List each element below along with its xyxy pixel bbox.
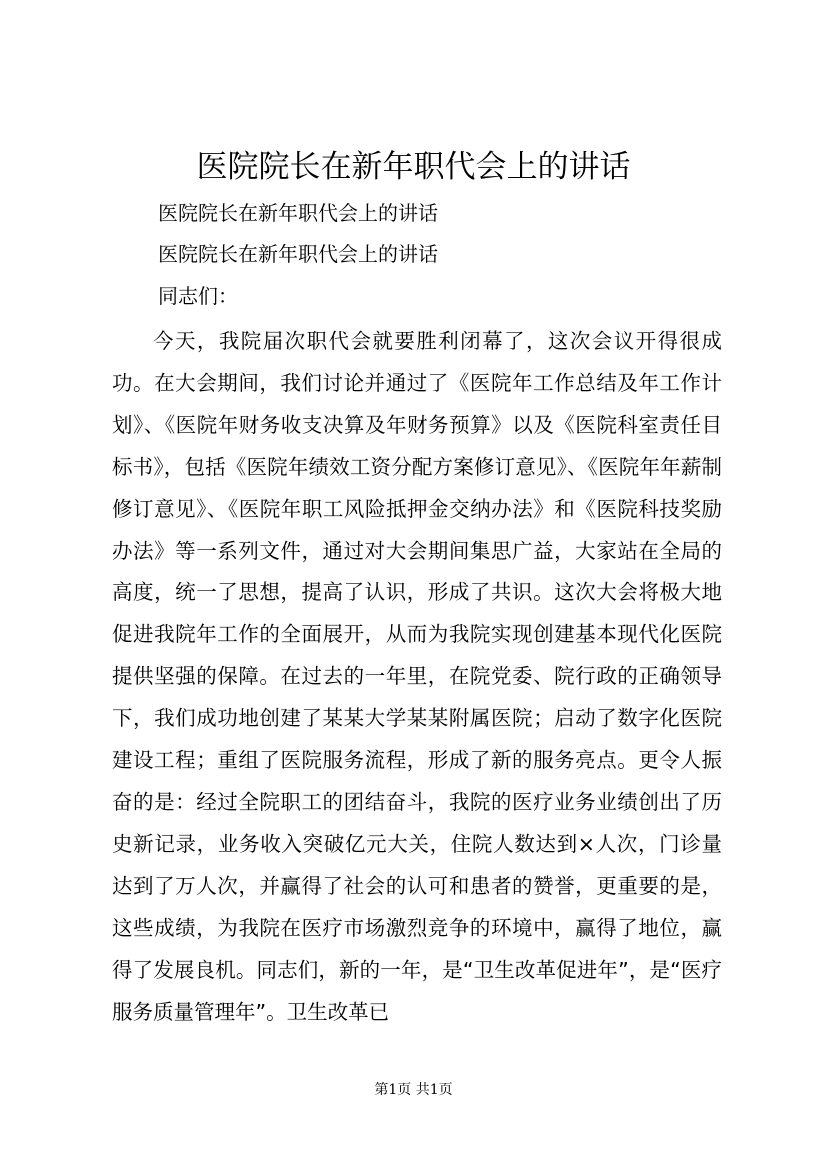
body-paragraph: 今天，我院届次职代会就要胜利闭幕了，这次会议开得很成功。在大会期间，我们讨论并通过了《医院年工作总结及年工作计划》、《医院年财务收支决算及年财务预算》以及《医院科室责任目标书》，包括《医院年绩效工资分配方案修订意见》、《医院年年薪制修订意见》、《医院年职工风险抵押金交纳办法》和《医院科技奖励办法》等一系列文件，通过对大会期间集思广益，大家站在全局的高度，统一了思想，提高了认识，形成了共识。这次大会将极大地促进我院年工作的全面展开，从而为我院实现创建基本现代化医院提供坚强的保障。在过去的一年里，在院党委、院行政的正确领导下，我们成功地创建了某某大学某某附属医院；启动了数字化医院建设工程；重组了医院服务流程，形成了新的服务亮点。更令人振奋的是：经过全院职工的团结奋斗，我院的医疗业务业绩创出了历史新记录，业务收入突破亿元大关，住院人数达到×人次，门诊量达到了万人次，并赢得了社会的认可和患者的赞誉，更重要的是，这些成绩，为我院在医疗市场激烈竞争的环境中，赢得了地位，赢得了发展良机。同志们，新的一年，是“卫生改革促进年”，是“医疗服务质量管理年”。卫生改革已	[112, 329, 722, 1024]
page-footer: 第1页 共1页	[374, 1082, 453, 1098]
document-title: 医院院长在新年职代会上的讲话	[196, 149, 631, 185]
subtitle-line-1: 医院院长在新年职代会上的讲话	[158, 201, 438, 225]
salutation: 同志们：	[158, 284, 238, 308]
subtitle-line-2: 医院院长在新年职代会上的讲话	[158, 242, 438, 266]
